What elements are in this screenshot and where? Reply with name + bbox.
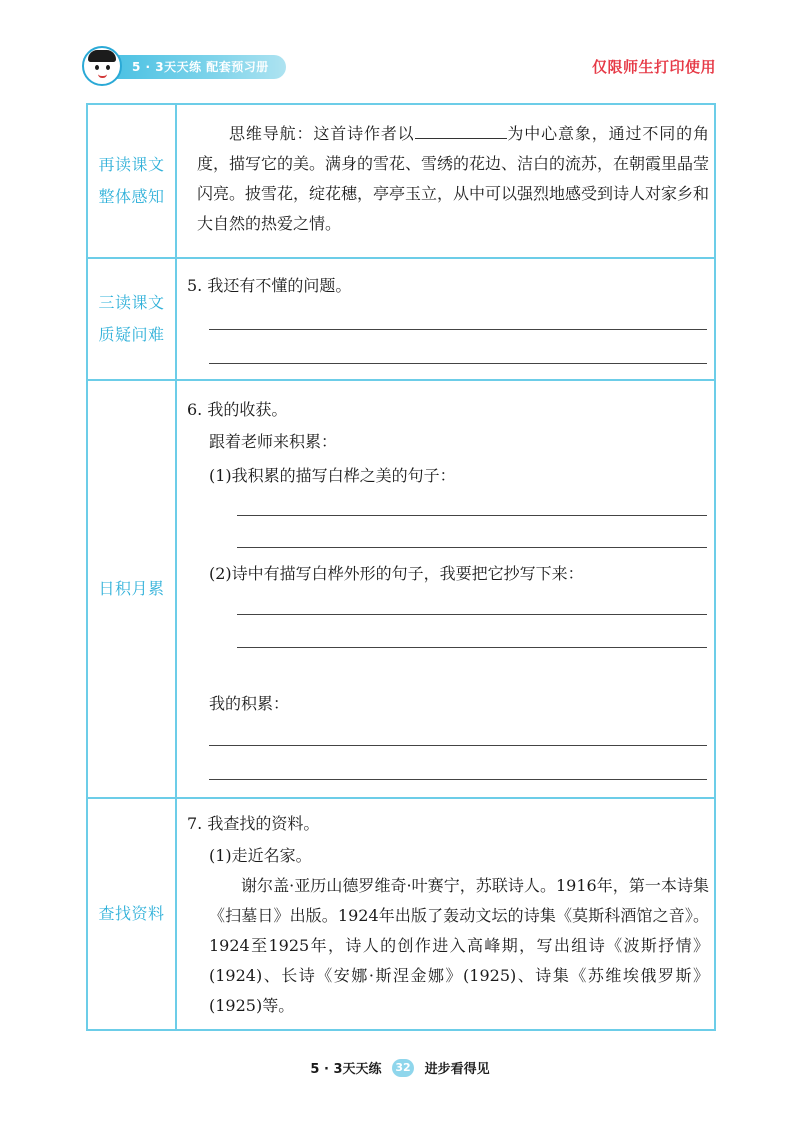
sub-question-1: (1)我积累的描写白桦之美的句子： <box>209 466 456 485</box>
answer-line[interactable] <box>209 745 707 746</box>
follow-teacher-text: 跟着老师来积累： <box>209 432 338 451</box>
page-number: 32 <box>392 1059 414 1077</box>
mascot-icon <box>82 46 122 86</box>
section-title-line: 查找资料 <box>98 904 165 923</box>
answer-line[interactable] <box>237 515 707 516</box>
section-title <box>88 381 177 797</box>
section-title-line: 三读课文 <box>98 293 165 312</box>
my-accumulation-label: 我的积累： <box>209 694 290 713</box>
brand-text: 5 · 3天天练 配套预习册 <box>132 60 269 74</box>
answer-line[interactable] <box>237 614 707 615</box>
section-title <box>88 799 177 1029</box>
footer-slogan: 进步看得见 <box>424 1062 490 1077</box>
section-read-again <box>88 105 714 259</box>
worksheet-table <box>86 103 716 1031</box>
page-header <box>0 0 800 95</box>
sub-question-2: (2)诗中有描写白桦外形的句子，我要把它抄写下来： <box>209 564 584 583</box>
page-footer <box>0 1058 800 1077</box>
section-title-line: 日积月累 <box>98 579 165 598</box>
section-accumulation <box>88 381 714 799</box>
answer-line[interactable] <box>209 363 707 364</box>
guide-text-start: 思维导航：这首诗作者以 <box>229 124 415 143</box>
question-6: 6. 我的收获。 <box>187 400 288 419</box>
sub-question-1: (1)走近名家。 <box>209 846 312 865</box>
section-questions <box>88 259 714 381</box>
section-title-line: 再读课文 <box>98 155 165 174</box>
fill-in-blank[interactable] <box>415 121 507 139</box>
question-7: 7. 我查找的资料。 <box>187 814 320 833</box>
footer-brand: 5 · 3天天练 <box>310 1062 382 1077</box>
answer-line[interactable] <box>237 647 707 648</box>
section-research <box>88 799 714 1029</box>
section-title-line: 整体感知 <box>98 187 165 206</box>
section-title-line: 质疑问难 <box>98 325 165 344</box>
question-5: 5. 我还有不懂的问题。 <box>187 276 352 295</box>
brand-banner <box>100 55 286 79</box>
guide-paragraph <box>197 119 709 239</box>
answer-line[interactable] <box>209 779 707 780</box>
section-title <box>88 105 177 257</box>
answer-line[interactable] <box>209 329 707 330</box>
guide-text-rest: 为中心意象，通过不同的角度，描写它的美。满身的雪花、雪绣的花边、洁白的流苏，在朝霞里晶莹闪亮。披雪花，绽花穗，亭亭玉立，从中可以强烈地感受到诗人对家乡和大自然的热爱之情。 <box>197 124 710 233</box>
section-title <box>88 259 177 379</box>
author-bio: 谢尔盖·亚历山德罗维奇·叶赛宁，苏联诗人。1916年，第一本诗集《扫墓日》出版。1924年出版了轰动文坛的诗集《莫斯科酒馆之音》。1924至1925年，诗人的创作进入高峰期，写出组诗《波斯抒情》(1924)、长诗《安娜·斯涅金娜》(1925)、诗集《苏维埃俄罗斯》(1925)等。 <box>209 876 709 1015</box>
answer-line[interactable] <box>237 547 707 548</box>
print-notice: 仅限师生打印使用 <box>591 58 716 76</box>
